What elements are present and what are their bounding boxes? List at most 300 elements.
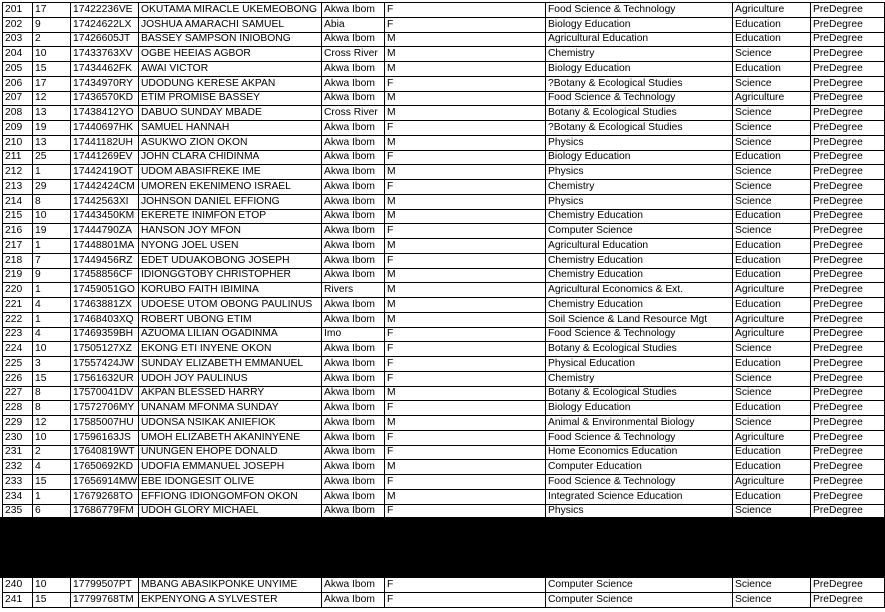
state-cell: Akwa Ibom [322, 416, 385, 431]
rank-cell: 15 [33, 592, 71, 607]
faculty-cell: Science [733, 416, 811, 431]
program-cell: PreDegree [811, 357, 885, 372]
course-cell: Computer Science [546, 578, 733, 593]
faculty-cell: Agriculture [733, 430, 811, 445]
state-cell: Akwa Ibom [322, 312, 385, 327]
course-cell: Chemistry [546, 47, 733, 62]
program-cell: PreDegree [811, 401, 885, 416]
rank-cell: 15 [33, 475, 71, 490]
sex-cell: F [385, 76, 546, 91]
name-cell: BASSEY SAMPSON INIOBONG [139, 32, 322, 47]
course-cell: Food Science & Technology [546, 327, 733, 342]
sex-cell: M [385, 47, 546, 62]
name-cell: UDOESE UTOM OBONG PAULINUS [139, 298, 322, 313]
course-cell: Biology Education [546, 17, 733, 32]
program-cell: PreDegree [811, 62, 885, 77]
name-cell: AKPAN BLESSED HARRY [139, 386, 322, 401]
reg-number-cell: 17426605JT [71, 32, 139, 47]
sex-cell: F [385, 430, 546, 445]
reg-number-cell: 17585007HU [71, 416, 139, 431]
reg-number-cell: 17799507PT [71, 578, 139, 593]
state-cell: Akwa Ibom [322, 150, 385, 165]
table-row [3, 460, 885, 475]
faculty-cell: Agriculture [733, 327, 811, 342]
faculty-cell: Education [733, 62, 811, 77]
table-row [3, 357, 885, 372]
program-cell: PreDegree [811, 268, 885, 283]
name-cell: AZUOMA LILIAN OGADINMA [139, 327, 322, 342]
course-cell: Chemistry [546, 371, 733, 386]
serial-cell: 215 [3, 209, 33, 224]
faculty-cell: Education [733, 298, 811, 313]
reg-number-cell: 17449456RZ [71, 253, 139, 268]
rank-cell: 7 [33, 253, 71, 268]
serial-cell: 204 [3, 47, 33, 62]
redacted-region [0, 517, 885, 578]
sex-cell: F [385, 475, 546, 490]
state-cell: Akwa Ibom [322, 76, 385, 91]
name-cell: UDODUNG KERESE AKPAN [139, 76, 322, 91]
sex-cell: F [385, 253, 546, 268]
table-row [3, 62, 885, 77]
faculty-cell: Science [733, 194, 811, 209]
program-cell: PreDegree [811, 578, 885, 593]
table-row [3, 342, 885, 357]
state-cell: Akwa Ibom [322, 430, 385, 445]
course-cell: Food Science & Technology [546, 3, 733, 18]
rank-cell: 2 [33, 32, 71, 47]
table-row [3, 3, 885, 18]
rank-cell: 10 [33, 209, 71, 224]
state-cell: Rivers [322, 283, 385, 298]
sex-cell: M [385, 268, 546, 283]
table-row [3, 76, 885, 91]
faculty-cell: Science [733, 180, 811, 195]
program-cell: PreDegree [811, 165, 885, 180]
table-row [3, 268, 885, 283]
state-cell: Akwa Ibom [322, 268, 385, 283]
state-cell: Akwa Ibom [322, 578, 385, 593]
rank-cell: 4 [33, 327, 71, 342]
serial-cell: 230 [3, 430, 33, 445]
name-cell: UNANAM MFONMA SUNDAY [139, 401, 322, 416]
reg-number-cell: 17572706MY [71, 401, 139, 416]
faculty-cell: Science [733, 135, 811, 150]
sex-cell: M [385, 32, 546, 47]
state-cell: Akwa Ibom [322, 135, 385, 150]
sex-cell: F [385, 17, 546, 32]
course-cell: Computer Education [546, 460, 733, 475]
serial-cell: 235 [3, 504, 33, 519]
program-cell: PreDegree [811, 150, 885, 165]
serial-cell: 203 [3, 32, 33, 47]
table-body-top [3, 3, 885, 519]
program-cell: PreDegree [811, 460, 885, 475]
program-cell: PreDegree [811, 312, 885, 327]
table-row [3, 416, 885, 431]
table-row [3, 32, 885, 47]
reg-number-cell: 17640819WT [71, 445, 139, 460]
reg-number-cell: 17442563XI [71, 194, 139, 209]
program-cell: PreDegree [811, 430, 885, 445]
rank-cell: 13 [33, 106, 71, 121]
name-cell: SAMUEL HANNAH [139, 121, 322, 136]
name-cell: KORUBO FAITH IBIMINA [139, 283, 322, 298]
faculty-cell: Education [733, 209, 811, 224]
table-row [3, 298, 885, 313]
program-cell: PreDegree [811, 180, 885, 195]
reg-number-cell: 17442419OT [71, 165, 139, 180]
course-cell: Home Economics Education [546, 445, 733, 460]
faculty-cell: Science [733, 342, 811, 357]
state-cell: Akwa Ibom [322, 91, 385, 106]
state-cell: Akwa Ibom [322, 371, 385, 386]
reg-number-cell: 17443450KM [71, 209, 139, 224]
name-cell: UDOH GLORY MICHAEL [139, 504, 322, 519]
state-cell: Akwa Ibom [322, 253, 385, 268]
serial-cell: 207 [3, 91, 33, 106]
serial-cell: 208 [3, 106, 33, 121]
state-cell: Akwa Ibom [322, 121, 385, 136]
table-row [3, 47, 885, 62]
reg-number-cell: 17434970RY [71, 76, 139, 91]
name-cell: IDIONGGTOBY CHRISTOPHER [139, 268, 322, 283]
table-row [3, 283, 885, 298]
state-cell: Akwa Ibom [322, 209, 385, 224]
name-cell: UDOFIA EMMANUEL JOSEPH [139, 460, 322, 475]
table-row [3, 150, 885, 165]
faculty-cell: Science [733, 578, 811, 593]
course-cell: Computer Science [546, 592, 733, 607]
reg-number-cell: 17679268TO [71, 489, 139, 504]
course-cell: Agricultural Education [546, 32, 733, 47]
sex-cell: M [385, 416, 546, 431]
reg-number-cell: 17650692KD [71, 460, 139, 475]
reg-number-cell: 17438412YO [71, 106, 139, 121]
reg-number-cell: 17570041DV [71, 386, 139, 401]
serial-cell: 229 [3, 416, 33, 431]
name-cell: EFFIONG IDIONGOMFON OKON [139, 489, 322, 504]
rank-cell: 15 [33, 371, 71, 386]
faculty-cell: Science [733, 76, 811, 91]
table-row [3, 209, 885, 224]
name-cell: EBE IDONGESIT OLIVE [139, 475, 322, 490]
faculty-cell: Agriculture [733, 91, 811, 106]
reg-number-cell: 17441269EV [71, 150, 139, 165]
rank-cell: 29 [33, 180, 71, 195]
reg-number-cell: 17441182UH [71, 135, 139, 150]
rank-cell: 1 [33, 489, 71, 504]
sex-cell: M [385, 298, 546, 313]
reg-number-cell: 17434462FK [71, 62, 139, 77]
course-cell: Botany & Ecological Studies [546, 386, 733, 401]
name-cell: UDONSA NSIKAK ANIEFIOK [139, 416, 322, 431]
table-row [3, 239, 885, 254]
sex-cell: M [385, 135, 546, 150]
program-cell: PreDegree [811, 209, 885, 224]
serial-cell: 202 [3, 17, 33, 32]
sex-cell: F [385, 445, 546, 460]
name-cell: UDOM ABASIFREKE IME [139, 165, 322, 180]
program-cell: PreDegree [811, 504, 885, 519]
table-row [3, 445, 885, 460]
course-cell: Biology Education [546, 150, 733, 165]
faculty-cell: Science [733, 371, 811, 386]
serial-cell: 228 [3, 401, 33, 416]
sex-cell: M [385, 165, 546, 180]
program-cell: PreDegree [811, 3, 885, 18]
state-cell: Akwa Ibom [322, 475, 385, 490]
table-row [3, 91, 885, 106]
program-cell: PreDegree [811, 489, 885, 504]
faculty-cell: Education [733, 460, 811, 475]
reg-number-cell: 17444790ZA [71, 224, 139, 239]
state-cell: Akwa Ibom [322, 592, 385, 607]
name-cell: JOHNSON DANIEL EFFIONG [139, 194, 322, 209]
serial-cell: 217 [3, 239, 33, 254]
faculty-cell: Education [733, 253, 811, 268]
sex-cell: F [385, 342, 546, 357]
reg-number-cell: 17686779FM [71, 504, 139, 519]
state-cell: Akwa Ibom [322, 460, 385, 475]
state-cell: Akwa Ibom [322, 386, 385, 401]
sex-cell: M [385, 106, 546, 121]
program-cell: PreDegree [811, 445, 885, 460]
reg-number-cell: 17656914MW [71, 475, 139, 490]
program-cell: PreDegree [811, 342, 885, 357]
course-cell: Chemistry Education [546, 298, 733, 313]
rank-cell: 12 [33, 91, 71, 106]
program-cell: PreDegree [811, 91, 885, 106]
faculty-cell: Education [733, 445, 811, 460]
table-row [3, 17, 885, 32]
rank-cell: 1 [33, 239, 71, 254]
faculty-cell: Science [733, 504, 811, 519]
faculty-cell: Science [733, 121, 811, 136]
table-row [3, 401, 885, 416]
faculty-cell: Science [733, 592, 811, 607]
reg-number-cell: 17799768TM [71, 592, 139, 607]
program-cell: PreDegree [811, 239, 885, 254]
course-cell: Botany & Ecological Studies [546, 342, 733, 357]
serial-cell: 216 [3, 224, 33, 239]
state-cell: Akwa Ibom [322, 194, 385, 209]
program-cell: PreDegree [811, 194, 885, 209]
table-row [3, 165, 885, 180]
rank-cell: 17 [33, 76, 71, 91]
faculty-cell: Agriculture [733, 312, 811, 327]
reg-number-cell: 17557424JW [71, 357, 139, 372]
program-cell: PreDegree [811, 283, 885, 298]
sex-cell: M [385, 386, 546, 401]
state-cell: Akwa Ibom [322, 504, 385, 519]
reg-number-cell: 17433763XV [71, 47, 139, 62]
faculty-cell: Education [733, 239, 811, 254]
course-cell: Agricultural Economics & Ext. [546, 283, 733, 298]
rank-cell: 4 [33, 298, 71, 313]
serial-cell: 212 [3, 165, 33, 180]
state-cell: Cross River [322, 106, 385, 121]
faculty-cell: Science [733, 47, 811, 62]
table-row [3, 475, 885, 490]
state-cell: Akwa Ibom [322, 489, 385, 504]
rank-cell: 9 [33, 268, 71, 283]
name-cell: NYONG JOEL USEN [139, 239, 322, 254]
program-cell: PreDegree [811, 416, 885, 431]
rank-cell: 10 [33, 47, 71, 62]
program-cell: PreDegree [811, 592, 885, 607]
rank-cell: 13 [33, 135, 71, 150]
table-row [3, 430, 885, 445]
reg-number-cell: 17442424CM [71, 180, 139, 195]
program-cell: PreDegree [811, 32, 885, 47]
faculty-cell: Science [733, 165, 811, 180]
name-cell: EKPENYONG A SYLVESTER [139, 592, 322, 607]
serial-cell: 227 [3, 386, 33, 401]
table-row [3, 312, 885, 327]
sex-cell: M [385, 194, 546, 209]
reg-number-cell: 17468403XQ [71, 312, 139, 327]
reg-number-cell: 17505127XZ [71, 342, 139, 357]
reg-number-cell: 17448801MA [71, 239, 139, 254]
reg-number-cell: 17422236VE [71, 3, 139, 18]
faculty-cell: Agriculture [733, 475, 811, 490]
serial-cell: 233 [3, 475, 33, 490]
course-cell: Botany & Ecological Studies [546, 106, 733, 121]
reg-number-cell: 17469359BH [71, 327, 139, 342]
sex-cell: M [385, 209, 546, 224]
rank-cell: 10 [33, 578, 71, 593]
name-cell: UMOREN EKENIMENO ISRAEL [139, 180, 322, 195]
serial-cell: 220 [3, 283, 33, 298]
program-cell: PreDegree [811, 121, 885, 136]
serial-cell: 221 [3, 298, 33, 313]
reg-number-cell: 17463881ZX [71, 298, 139, 313]
program-cell: PreDegree [811, 76, 885, 91]
faculty-cell: Education [733, 401, 811, 416]
serial-cell: 223 [3, 327, 33, 342]
sex-cell: F [385, 578, 546, 593]
program-cell: PreDegree [811, 47, 885, 62]
serial-cell: 222 [3, 312, 33, 327]
table-row [3, 592, 885, 607]
table-row [3, 489, 885, 504]
name-cell: AWAI VICTOR [139, 62, 322, 77]
serial-cell: 214 [3, 194, 33, 209]
rank-cell: 19 [33, 224, 71, 239]
rank-cell: 1 [33, 312, 71, 327]
sex-cell: F [385, 592, 546, 607]
serial-cell: 219 [3, 268, 33, 283]
reg-number-cell: 17458856CF [71, 268, 139, 283]
rank-cell: 1 [33, 165, 71, 180]
name-cell: JOSHUA AMARACHI SAMUEL [139, 17, 322, 32]
name-cell: HANSON JOY MFON [139, 224, 322, 239]
course-cell: Physics [546, 194, 733, 209]
course-cell: Food Science & Technology [546, 91, 733, 106]
sex-cell: M [385, 239, 546, 254]
admission-list-table-continued [2, 577, 885, 608]
reg-number-cell: 17596163JS [71, 430, 139, 445]
name-cell: UDOH JOY PAULINUS [139, 371, 322, 386]
state-cell: Akwa Ibom [322, 401, 385, 416]
faculty-cell: Science [733, 106, 811, 121]
course-cell: ?Botany & Ecological Studies [546, 76, 733, 91]
program-cell: PreDegree [811, 327, 885, 342]
rank-cell: 15 [33, 62, 71, 77]
faculty-cell: Science [733, 386, 811, 401]
course-cell: ?Botany & Ecological Studies [546, 121, 733, 136]
name-cell: OKUTAMA MIRACLE UKEMEOBONG [139, 3, 322, 18]
table-row [3, 386, 885, 401]
rank-cell: 4 [33, 460, 71, 475]
program-cell: PreDegree [811, 17, 885, 32]
rank-cell: 8 [33, 194, 71, 209]
course-cell: Chemistry Education [546, 253, 733, 268]
program-cell: PreDegree [811, 106, 885, 121]
course-cell: Integrated Science Education [546, 489, 733, 504]
table-body-bottom [3, 578, 885, 608]
course-cell: Computer Science [546, 224, 733, 239]
rank-cell: 8 [33, 401, 71, 416]
serial-cell: 205 [3, 62, 33, 77]
state-cell: Akwa Ibom [322, 32, 385, 47]
table-row [3, 224, 885, 239]
table-row [3, 121, 885, 136]
name-cell: DABUO SUNDAY MBADE [139, 106, 322, 121]
sex-cell: M [385, 62, 546, 77]
serial-cell: 209 [3, 121, 33, 136]
course-cell: Food Science & Technology [546, 475, 733, 490]
course-cell: Soil Science & Land Resource Mgt [546, 312, 733, 327]
name-cell: EDET UDUAKOBONG JOSEPH [139, 253, 322, 268]
program-cell: PreDegree [811, 224, 885, 239]
sex-cell: F [385, 3, 546, 18]
state-cell: Cross River [322, 47, 385, 62]
state-cell: Akwa Ibom [322, 342, 385, 357]
serial-cell: 232 [3, 460, 33, 475]
faculty-cell: Education [733, 17, 811, 32]
course-cell: Food Science & Technology [546, 430, 733, 445]
sex-cell: F [385, 371, 546, 386]
sex-cell: F [385, 357, 546, 372]
sex-cell: F [385, 401, 546, 416]
serial-cell: 206 [3, 76, 33, 91]
serial-cell: 225 [3, 357, 33, 372]
serial-cell: 241 [3, 592, 33, 607]
sex-cell: M [385, 489, 546, 504]
table-row [3, 327, 885, 342]
rank-cell: 10 [33, 430, 71, 445]
reg-number-cell: 17440697HK [71, 121, 139, 136]
name-cell: UMOH ELIZABETH AKANINYENE [139, 430, 322, 445]
faculty-cell: Education [733, 150, 811, 165]
serial-cell: 218 [3, 253, 33, 268]
serial-cell: 234 [3, 489, 33, 504]
table-row [3, 106, 885, 121]
table-row [3, 371, 885, 386]
state-cell: Akwa Ibom [322, 445, 385, 460]
course-cell: Physics [546, 135, 733, 150]
admission-list-table [2, 2, 885, 519]
rank-cell: 17 [33, 3, 71, 18]
name-cell: EKONG ETI INYENE OKON [139, 342, 322, 357]
course-cell: Animal & Environmental Biology [546, 416, 733, 431]
name-cell: SUNDAY ELIZABETH EMMANUEL [139, 357, 322, 372]
sex-cell: M [385, 283, 546, 298]
serial-cell: 211 [3, 150, 33, 165]
table-row [3, 578, 885, 593]
